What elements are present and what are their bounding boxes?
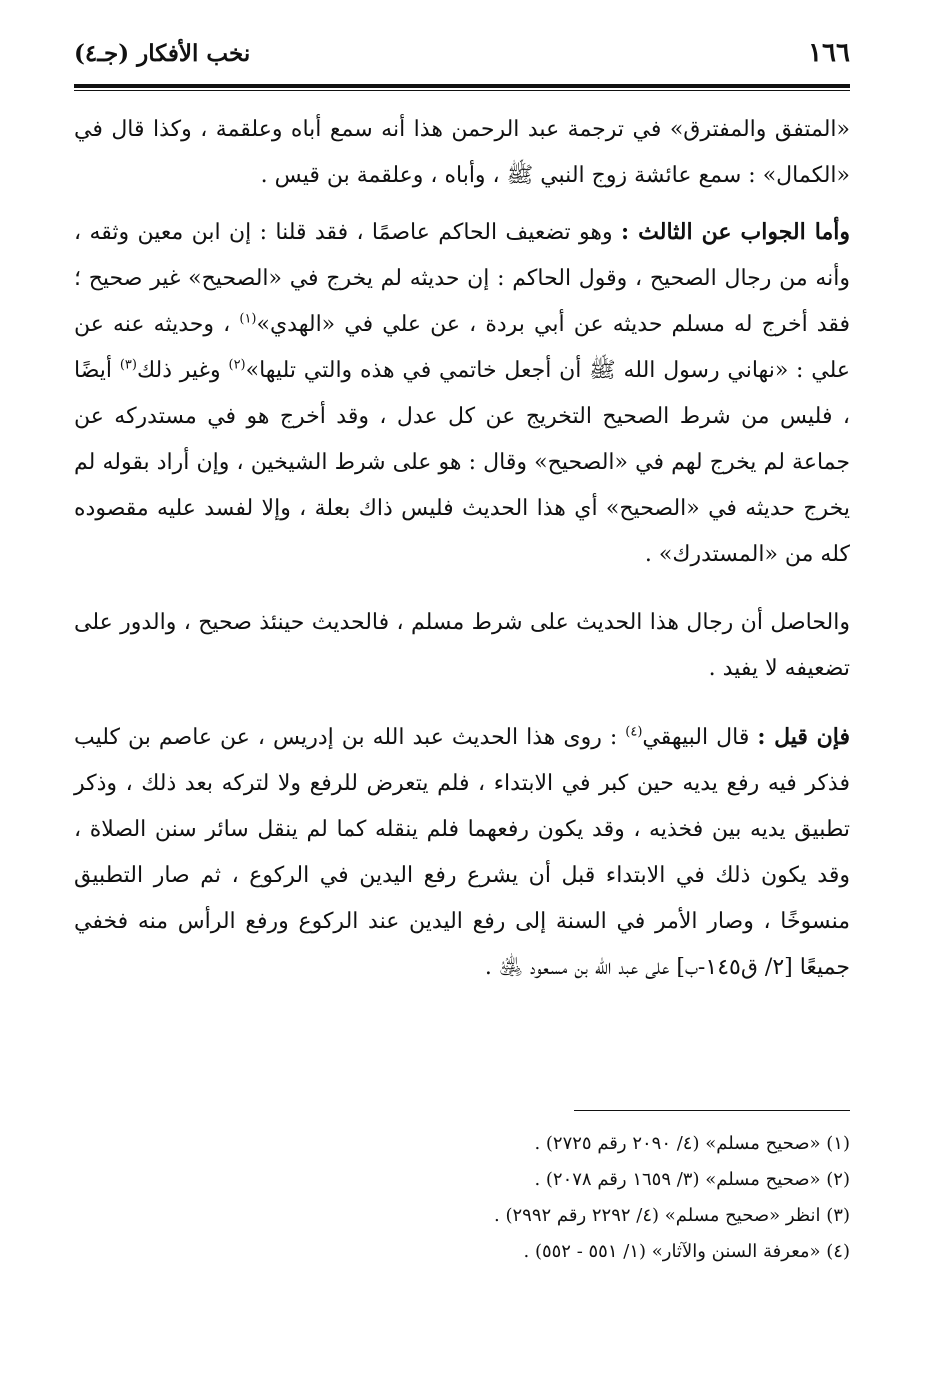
page-number: ١٦٦ <box>808 38 850 68</box>
paragraph-text: وغير ذلك <box>136 358 229 383</box>
paragraph-lead: وأما الجواب عن الثالث : <box>620 219 850 245</box>
paragraph-text: وهو تضعيف الحاكم عاصمًا ، فقد قلنا : إن ابن معين وثقه ، وأنه من رجال الصحيح ، وقول الحاكم : إن حديثه لم يخرج في «الصحيح» غير صحيح ؛ فقد أخرج له مسلم حديثه عن أبي بردة ، عن علي في «الهدي» <box>74 220 850 337</box>
paragraph-text: والحاصل أن رجال هذا الحديث على شرط مسلم ، فالحديث حينئذ صحيح ، والدور على تضعيفه لا يفيد . <box>74 610 850 681</box>
header-rule-thin <box>74 90 850 91</box>
footnote-3: (٣) انظر «صحيح مسلم» (٤/ ٢٢٩٢ رقم ٢٩٩٢) . <box>494 1205 850 1226</box>
footnote-reference: (١) <box>239 311 257 327</box>
header-rule-thick <box>74 84 850 88</box>
paragraph-text: «المتفق والمفترق» في ترجمة عبد الرحمن هذا أنه سمع أباه وعلقمة ، وكذا قال في «الكمال» : سمع عائشة زوج النبي ﷺ ، وأباه ، وعلقمة بن قيس . <box>74 117 850 188</box>
footnote-1: (١) «صحيح مسلم» (٤/ ٢٠٩٠ رقم ٢٧٢٥) . <box>534 1133 850 1154</box>
paragraph-1 <box>74 107 850 199</box>
footnotes <box>74 1126 850 1270</box>
footnote-separator <box>574 1110 850 1111</box>
paragraph-3 <box>74 600 850 692</box>
footnote-2: (٢) «صحيح مسلم» (٣/ ١٦٥٩ رقم ٢٠٧٨) . <box>534 1169 850 1190</box>
footnote-reference: (٤) <box>625 724 643 740</box>
page-header <box>74 38 850 82</box>
footnote-4: (٤) «معرفة السنن والآثار» (١/ ٥٥١ - ٥٥٢) . <box>523 1241 850 1262</box>
main-text <box>74 107 850 991</box>
footnote-reference: (٢) <box>228 357 246 373</box>
running-title: نخب الأفكار (جـ٤) <box>74 40 251 67</box>
paragraph-lead: فإن قيل : <box>757 724 850 750</box>
paragraph-text: ، وحديثه عنه عن علي : «نهاني رسول الله ﷺ أن أجعل خاتمي في هذه والتي تليها» <box>74 312 851 383</box>
paragraph-4 <box>74 714 850 991</box>
book-page <box>74 38 850 1358</box>
paragraph-text: قال البيهقي <box>642 725 758 750</box>
paragraph-2 <box>74 209 850 578</box>
paragraph-text: أيضًا ، فليس من شرط الصحيح التخريج عن كل عدل ، وقد أخرج هو في مستدركه عن جماعة لم يخرج لهم في «الصحيح» وقال : هو على شرط الشيخين ، وإن أراد بقوله لم يخرج حديثه في «الصحيح» أي هذا الحديث فليس ذاك بعلة ، وإلا لفسد عليه مقصوده كله من «المستدرك» . <box>74 358 850 567</box>
footnote-reference: (٣) <box>119 357 137 373</box>
paragraph-text: : روى هذا الحديث عبد الله بن إدريس ، عن عاصم بن كليب فذكر فيه رفع يديه حين كبر في الابتداء ، فلم يتعرض للرفع ولا لتركه بعد ذلك ، وذكر تطبيق يديه بين فخذيه ، وقد يكون رفعهما فلم ينقله كما لم ينقل سائر سنن الصلاة ، وقد يكون ذلك في الابتداء قبل أن يشرع رفع اليدين في الركوع ، ثم صار التطبيق منسوخًا ، وصار الأمر في السنة إلى رفع اليدين عند الركوع ورفع الرأس منه فخفي جميعًا [٢/ ق١٤٥-ب] على عبد الله بن مسعود ﵁ . <box>74 725 850 980</box>
